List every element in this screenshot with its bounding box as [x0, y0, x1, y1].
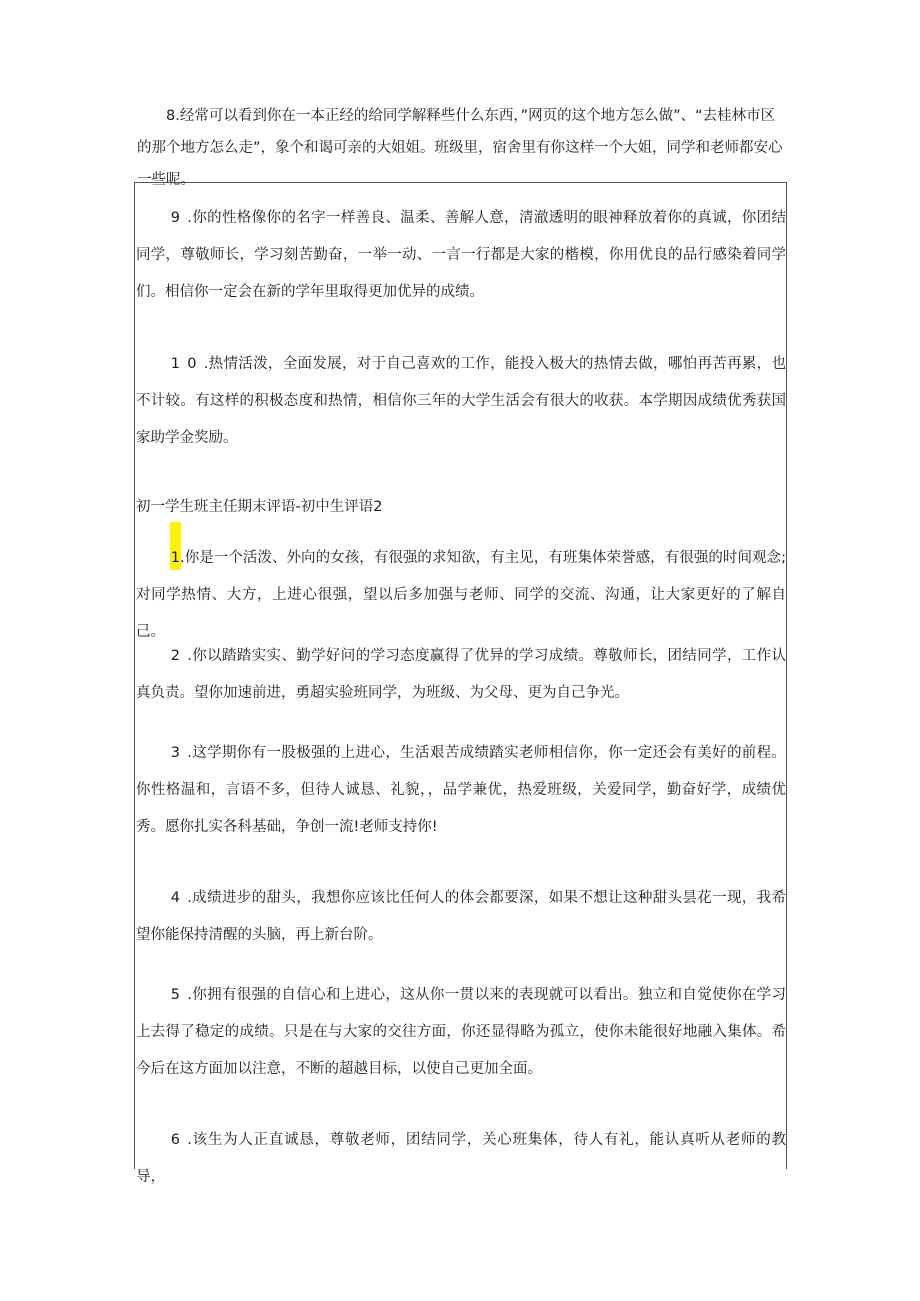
- paragraph-2: [136, 638, 786, 712]
- paragraph-number: 1.: [170, 550, 185, 566]
- paragraph-text: .你以踏踏实实、勤学好问的学习态度赢得了优异的学习成绩。尊敬师长，团结同学，工作认真负责。望你加速前进，勇超实验班同学，为班级、为父母、更为自己争光。: [136, 648, 786, 701]
- paragraph-text: .热情活泼，全面发展，对于自己喜欢的工作，能投入极大的热情去做，哪怕再苦再累，也不计较。有这样的积极态度和热情，相信你三年的大学生活会有很大的收获。本学期因成绩优秀获国家助学金奖励。: [136, 356, 786, 446]
- paragraph-number: 2: [170, 648, 188, 664]
- paragraph-number: 6: [170, 1132, 188, 1148]
- paragraph-3: [136, 735, 786, 846]
- paragraph-text: .该生为人正直诚恳，尊敬老师，团结同学，关心班集体，待人有礼，能认真听从老师的教导，: [136, 1132, 786, 1185]
- paragraph-10: [136, 346, 786, 457]
- section-heading: 初一学生班主任期末评语-初中生评语2: [136, 499, 383, 515]
- paragraph-9: [136, 200, 786, 311]
- paragraph-number: 5: [170, 987, 188, 1003]
- paragraph-text: .你的性格像你的名字一样善良、温柔、善解人意，清澈透明的眼神释放着你的真诚，你团结同学，尊敬师长，学习刻苦勤奋，一举一动、一言一行都是大家的楷模，你用优良的品行感染着同学们。相信你一定会在新的学年里取得更加优异的成绩。: [136, 210, 786, 300]
- paragraph-text: .这学期你有一股极强的上进心，生活艰苦成绩踏实老师相信你，你一定还会有美好的前程。你性格温和，言语不多，但待人诚恳、礼貌，，品学兼优，热爱班级，关爱同学，勤奋好学，成绩优秀。愿你扎实各科基础，争创一流!老师支持你!: [136, 745, 786, 835]
- paragraph-number: 10: [170, 356, 204, 372]
- paragraph-6: [136, 1122, 786, 1196]
- paragraph-number: 3: [170, 745, 188, 761]
- paragraph-5: [136, 977, 786, 1088]
- paragraph-text: .成绩进步的甜头，我想你应该比任何人的体会都要深，如果不想让这种甜头昙花一现，我希望你能保持清醒的头脑，再上新台阶。: [136, 890, 786, 943]
- paragraph-8: 8.经常可以看到你在一本正经的给同学解释些什么东西，”网页的这个地方怎么做”、“去桂林市区的那个地方怎么走”，象个和谒可亲的大姐姐。班级里，宿舍里有你这样一个大姐，同学和老师都安心一些呢。: [137, 108, 783, 188]
- paragraph-1: [136, 540, 786, 651]
- paragraph-text: 你是一个活泼、外向的女孩，有很强的求知欲，有主见，有班集体荣誉感，有很强的时间观念;对同学热情、大方，上进心很强，望以后多加强与老师、同学的交流、沟通，让大家更好的了解自己。: [136, 550, 786, 640]
- paragraph-4: [136, 880, 786, 954]
- paragraph-text: .你拥有很强的自信心和上进心，这从你一贯以来的表现就可以看出。独立和自觉使你在学习上去得了稳定的成绩。只是在与大家的交往方面，你还显得略为孤立，使你未能很好地融入集体。希今后在这方面加以注意，不断的超越目标，以使自己更加全面。: [136, 987, 786, 1077]
- paragraph-number: 4: [170, 890, 188, 906]
- paragraph-number: 9: [170, 210, 188, 226]
